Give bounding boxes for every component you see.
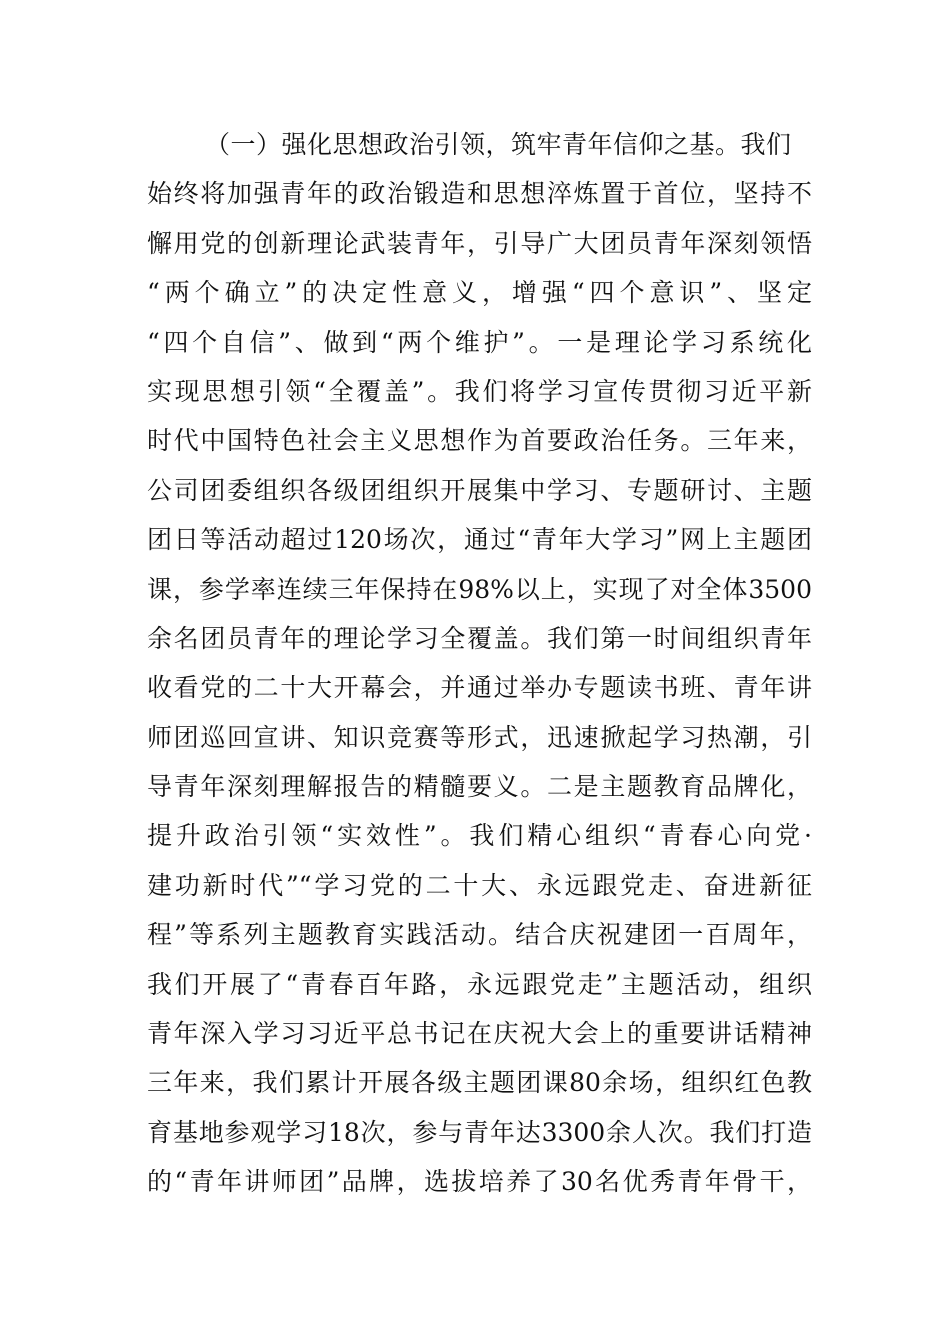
text-line: 始终将加强青年的政治锻造和思想淬炼置于首位，坚持不 [147,179,812,209]
text-line: 团日等活动超过120场次，通过“青年大学习”网上主题团 [147,525,812,555]
body-paragraph [147,120,812,1207]
text-line: 懈用党的创新理论武装青年，引导广大团员青年深刻领悟 [147,228,812,258]
text-line: 育基地参观学习18次，参与青年达3300余人次。我们打造 [147,1117,812,1147]
text-line: 时代中国特色社会主义思想作为首要政治任务。三年来， [147,426,812,456]
text-line: 收看党的二十大开幕会，并通过举办专题读书班、青年讲 [147,673,812,703]
text-line: “两个确立”的决定性意义，增强“四个意识”、坚定 [147,278,812,308]
text-line: 导青年深刻理解报告的精髓要义。二是主题教育品牌化， [147,772,812,802]
text-line: 实现思想引领“全覆盖”。我们将学习宣传贯彻习近平新 [147,376,812,406]
text-line: 我们开展了“青春百年路，永远跟党走”主题活动，组织 [147,969,812,999]
text-line: “四个自信”、做到“两个维护”。一是理论学习系统化 [147,327,812,357]
text-line: 三年来，我们累计开展各级主题团课80余场，组织红色教 [147,1068,812,1098]
text-line: 余名团员青年的理论学习全覆盖。我们第一时间组织青年 [147,623,812,653]
text-line: 课，参学率连续三年保持在98%以上，实现了对全体3500 [147,574,812,604]
text-line: 师团巡回宣讲、知识竞赛等形式，迅速掀起学习热潮，引 [147,722,812,752]
text-line: 的“青年讲师团”品牌，选拔培养了30名优秀青年骨干， [147,1167,812,1197]
text-line: 提升政治引领“实效性”。我们精心组织“青春心向党· [147,821,812,851]
text-line: 青年深入学习习近平总书记在庆祝大会上的重要讲话精神 [147,1019,812,1049]
text-line: （一）强化思想政治引领，筑牢青年信仰之基。我们 [205,130,792,159]
text-line: 公司团委组织各级团组织开展集中学习、专题研讨、主题 [147,475,812,505]
text-line: 建功新时代”“学习党的二十大、永远跟党走、奋进新征 [147,870,812,900]
text-line: 程”等系列主题教育实践活动。结合庆祝建团一百周年， [147,920,812,950]
